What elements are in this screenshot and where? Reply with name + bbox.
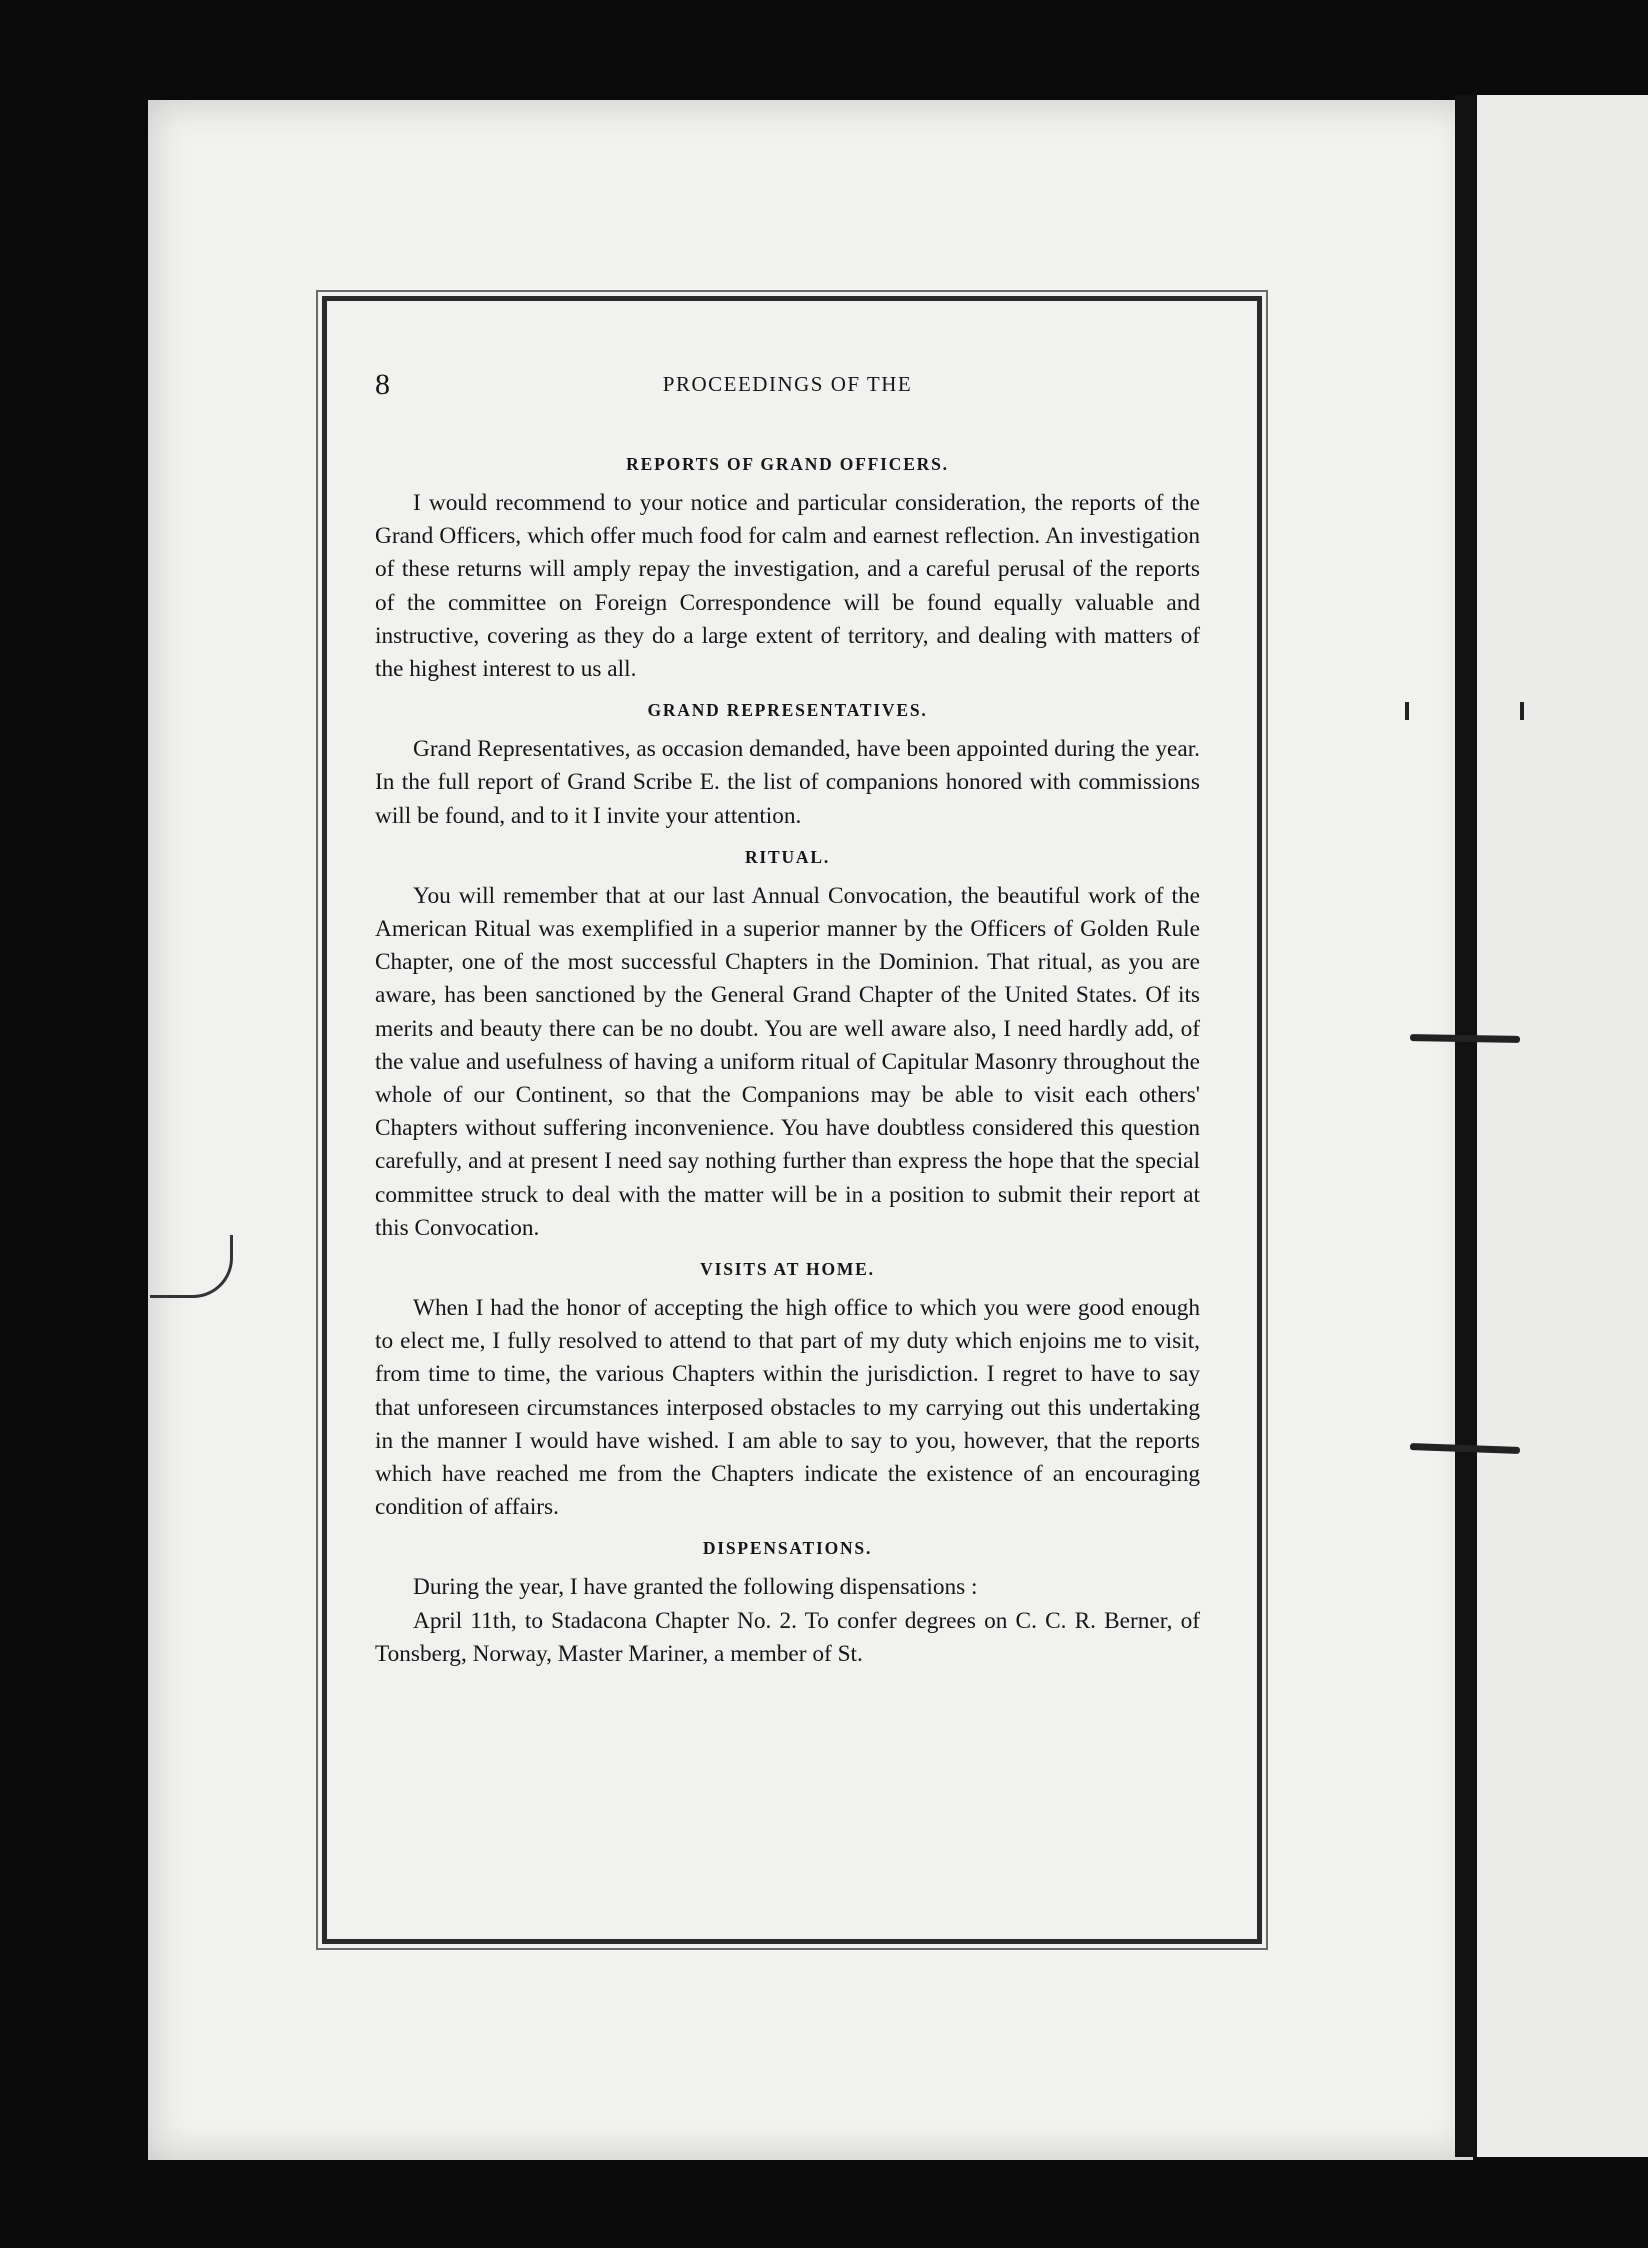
- section-ritual: [375, 847, 1200, 1245]
- section-heading: GRAND REPRESENTATIVES.: [647, 700, 928, 721]
- section-visits-at-home: [375, 1259, 1200, 1524]
- section-grand-representatives: [375, 700, 1200, 833]
- binding-mark: [1405, 702, 1409, 720]
- paragraph: Grand Representatives, as occasion demanded, have been appointed during the year. In the full report of Grand Scribe E. the list of companions honored with commissions will be found, and to it I invite your attention.: [375, 736, 1200, 829]
- facing-page-edge: [1473, 95, 1648, 2157]
- paragraph: During the year, I have granted the following dispensations :: [413, 1574, 978, 1601]
- section-heading: DISPENSATIONS.: [702, 1538, 873, 1559]
- section-heading: RITUAL.: [744, 846, 831, 867]
- running-head: [375, 368, 1200, 418]
- page-content: [375, 368, 1200, 1671]
- binding-mark: [1520, 702, 1524, 720]
- binding-gutter: [1455, 95, 1477, 2157]
- paragraph: I would recommend to your notice and particular consideration, the reports of the Grand Officers, which offer much food for calm and earnest reflection. An investigation of these returns will amply repay the investigation, and a careful perusal of the reports of the committee on Foreign Correspondence will be found equally valuable and instructive, covering as they do a large extent of territory, and dealing with matters of the highest interest to us all.: [375, 490, 1200, 683]
- running-title: PROCEEDINGS OF THE: [662, 372, 913, 396]
- paragraph: When I had the honor of accepting the high office to which you were good enough to elect me, I fully resolved to attend to that part of my duty which enjoins me to visit, from time to time, the various Chapters within the jurisdiction. I regret to have to say that unforeseen circumstances interposed obstacles to my carrying out this undertaking in the manner I would have wished. I am able to say to you, however, that the reports which have reached me from the Chapters indicate the existence of an encouraging condition of affairs.: [375, 1295, 1200, 1521]
- section-heading: VISITS AT HOME.: [700, 1259, 875, 1280]
- section-dispensations: [375, 1538, 1200, 1671]
- paragraph: April 11th, to Stadacona Chapter No. 2. To confer degrees on C. C. R. Berner, of Tonsberg, Norway, Master Mariner, a member of St.: [375, 1607, 1200, 1667]
- section-heading: REPORTS OF GRAND OFFICERS.: [626, 454, 949, 474]
- section-reports-of-grand-officers: [375, 454, 1200, 686]
- page-number: 8: [375, 368, 390, 401]
- paragraph: You will remember that at our last Annual Convocation, the beautiful work of the American Ritual was exemplified in a superior manner by the Officers of Golden Rule Chapter, one of the most successful Chapters in the Dominion. That ritual, as you are aware, has been sanctioned by the General Grand Chapter of the United States. Of its merits and beauty there can be no doubt. You are well aware also, I need hardly add, of the value and usefulness of having a uniform ritual of Capitular Masonry throughout the whole of our Continent, so that the Companions may be able to visit each others' Chapters without suffering inconvenience. You have doubtless considered this question carefully, and at present I need say nothing further than express the hope that the special committee struck to deal with the matter will be in a position to submit their report at this Convocation.: [375, 882, 1200, 1241]
